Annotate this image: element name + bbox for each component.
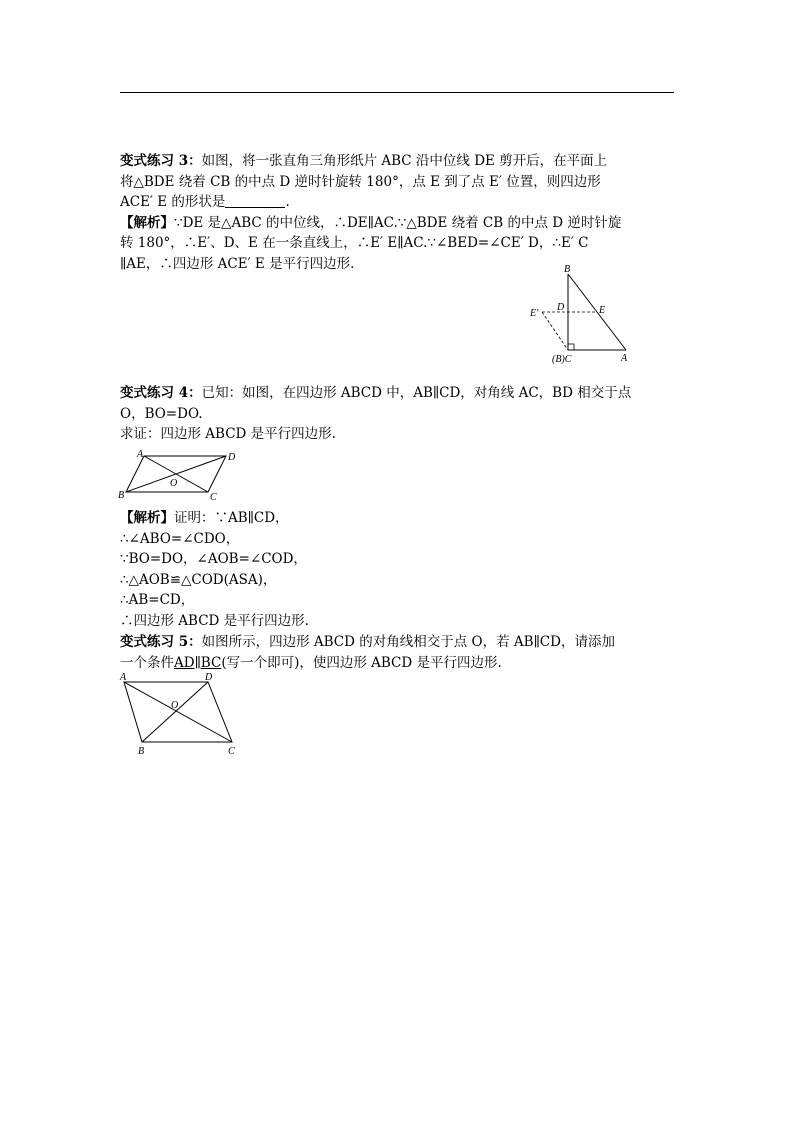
ex3-analysis-2: 转 180°，∴E′、D、E 在一条直线上，∴E′ E∥AC.∵∠BED=∠CE′ D，∴E′ C: [120, 235, 589, 251]
ex3-text-3: ACE′ E 的形状是: [120, 194, 226, 210]
parallelogram-figure-2: [116, 672, 246, 762]
ex5-text-2b: (写一个即可)，使四边形 ABCD 是平行四边形.: [221, 654, 502, 671]
label-a: A: [120, 672, 127, 683]
ex4-proof-text-1: 证明：∵AB∥CD，: [174, 510, 289, 526]
label-d: D: [228, 452, 236, 463]
right-angle-mark: [568, 344, 574, 350]
ex3-analysis-1: [120, 213, 676, 234]
analysis-tag: 【解析】: [120, 510, 174, 526]
ex5-text-1: 如图所示，四边形 ABCD 的对角线相交于点 O，若 AB∥CD，请添加: [201, 634, 615, 650]
label-b: B: [138, 746, 145, 757]
ex4-proof-3: ∵BO=DO，∠AOB=∠COD，: [120, 551, 307, 567]
label-b: B: [564, 264, 571, 275]
ex4-proof-6: ∴四边形 ABCD 是平行四边形.: [120, 612, 309, 629]
segment-epc: [542, 312, 568, 350]
ex4-proof-5: ∴AB=CD，: [120, 592, 195, 608]
exercise-4-proof: [120, 508, 676, 631]
label-a: A: [137, 449, 144, 460]
triangle-figure: [520, 262, 640, 372]
ex4-proof-2: ∴∠ABO=∠CDO，: [120, 530, 240, 547]
label-o: O: [170, 478, 178, 489]
label-o: O: [171, 700, 179, 711]
ex3-text-1: 如图，将一张直角三角形纸片 ABC 沿中位线 DE 剪开后，在平面上: [201, 153, 608, 169]
ex3-line-2: 将△BDE 绕着 CB 的中点 D 逆时针旋转 180°，点 E 到了点 E′ 位置，则四边形: [120, 173, 601, 190]
ex3-title: 变式练习 3：: [120, 153, 202, 169]
label-e-prime: E′: [530, 308, 539, 319]
parallelogram-figure-1: [118, 448, 248, 504]
ex5-answer: AD∥BC: [174, 654, 222, 671]
analysis-tag: 【解析】: [120, 214, 174, 231]
ex4-line-3: 求证：四边形 ABCD 是平行四边形.: [120, 426, 336, 442]
answer-blank: [225, 193, 285, 208]
exercise-5: [120, 632, 676, 673]
label-d: D: [557, 302, 565, 313]
ex4-line-2: O，BO=DO.: [120, 405, 203, 422]
ex4-line-1: [120, 383, 676, 404]
label-d: D: [205, 672, 213, 683]
ex5-title: 变式练习 5：: [120, 634, 202, 650]
ex3-end: .: [285, 194, 290, 210]
ex3-line-3: [120, 192, 676, 213]
label-c: C: [228, 746, 235, 757]
exercise-4: [120, 383, 676, 445]
ex5-text-2a: 一个条件: [120, 654, 174, 671]
label-e: E: [599, 305, 606, 316]
label-a: A: [621, 353, 628, 364]
ex3-analysis-text-1: ∵DE 是△ABC 的中位线，∴DE∥AC.∵△BDE 绕着 CB 的中点 D 逆时针旋: [174, 214, 622, 231]
diagonal-bd-2: [142, 682, 208, 742]
label-b: B: [118, 490, 125, 501]
ex3-line-1: [120, 151, 676, 172]
header-rule: [120, 92, 674, 93]
ex5-line-2: [120, 653, 676, 674]
ex3-analysis-3: ∥AE，∴四边形 ACE′ E 是平行四边形.: [120, 255, 355, 272]
ex4-title: 变式练习 4：: [120, 385, 202, 401]
exercise-3: [120, 151, 676, 274]
ex4-proof-1: [120, 508, 676, 529]
ex5-line-1: [120, 632, 676, 653]
ex4-text-1: 已知：如图，在四边形 ABCD 中，AB∥CD，对角线 AC，BD 相交于点: [201, 385, 632, 401]
diagonal-ac-2: [124, 682, 232, 742]
label-bc: (B)C: [552, 354, 572, 365]
ex4-proof-4: ∴△AOB≌△COD(ASA)，: [120, 571, 277, 588]
label-c: C: [210, 492, 217, 503]
